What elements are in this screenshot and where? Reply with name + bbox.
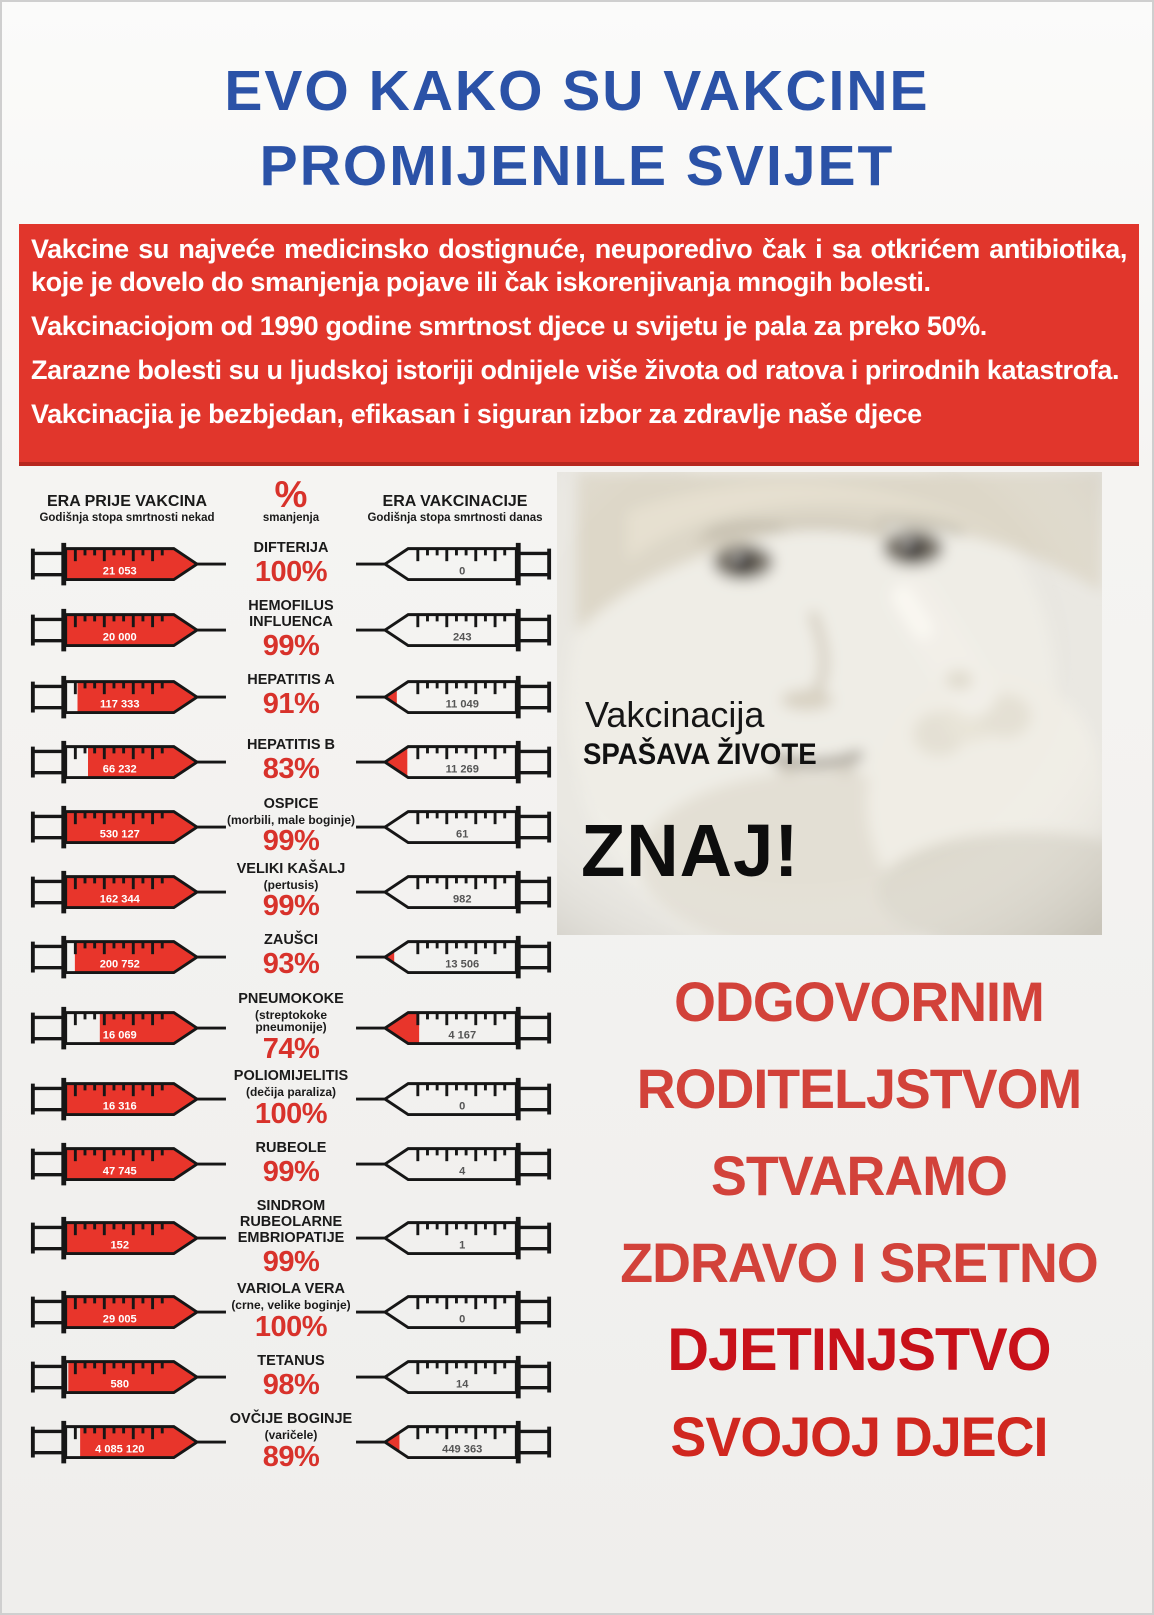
reduction-percent: 89% <box>262 1440 320 1473</box>
znaj-text: ZNAJ! <box>581 809 800 892</box>
syringe-before-icon <box>28 1351 226 1403</box>
syringe-before-icon <box>28 1138 226 1190</box>
disease-name: SINDROM RUBEOLARNE EMBRIOPATIJE <box>237 1198 345 1247</box>
disease-info <box>226 1282 356 1342</box>
before-count: 47 745 <box>102 1165 137 1178</box>
column-header-percent <box>226 474 356 525</box>
disease-row <box>28 732 544 792</box>
after-count: 0 <box>459 565 466 578</box>
photo-caption-line2: SPAŠAVA ŽIVOTE <box>583 738 817 771</box>
reduction-percent: 99% <box>262 1245 320 1278</box>
reduction-percent: 99% <box>262 1155 320 1188</box>
disease-row <box>28 1134 544 1194</box>
disease-info <box>226 541 356 587</box>
syringe-before-icon <box>28 1286 226 1338</box>
slogan-line-1: ODGOVORNIM <box>674 970 1044 1033</box>
after-count: 11 269 <box>445 763 479 776</box>
syringe-after-icon <box>356 866 554 918</box>
reduction-percent: 91% <box>262 688 320 721</box>
reduction-percent: 74% <box>262 1032 320 1065</box>
disease-row <box>28 667 544 727</box>
intro-banner <box>19 224 1139 466</box>
disease-info <box>226 797 356 857</box>
column-header-after-subtitle: Godišnja stopa smrtnosti danas <box>367 512 543 525</box>
syringe-after-icon <box>356 866 554 918</box>
after-count: 0 <box>459 1100 466 1113</box>
after-count: 982 <box>452 893 472 906</box>
disease-subtitle: (streptokoke pneumonije) <box>254 1007 328 1035</box>
disease-subtitle: (morbili, male boginje) <box>227 812 356 827</box>
column-header-after-title: ERA VAKCINACIJE <box>382 493 528 511</box>
infographic-headers <box>28 474 544 525</box>
syringe-after-icon <box>356 1073 554 1125</box>
disease-subtitle: (varičele) <box>264 1428 318 1443</box>
disease-info <box>226 1412 356 1472</box>
syringe-before-icon <box>28 1212 226 1264</box>
syringe-before-icon <box>28 931 226 983</box>
syringe-after-icon <box>356 801 554 853</box>
before-count: 4 085 120 <box>95 1444 145 1457</box>
after-count: 4 167 <box>448 1029 477 1042</box>
syringe-before-icon <box>28 866 226 918</box>
before-count: 580 <box>110 1379 130 1392</box>
syringe-before-icon <box>28 866 226 918</box>
disease-name: HEPATITIS A <box>247 672 335 689</box>
column-header-before-title: ERA PRIJE VAKCINA <box>46 493 208 511</box>
syringe-after-icon <box>356 1138 554 1190</box>
disease-info <box>226 1199 356 1277</box>
slogan-line-2: RODITELJSTVOM <box>636 1057 1082 1120</box>
before-count: 16 069 <box>102 1029 137 1042</box>
reduction-percent: 99% <box>262 630 320 663</box>
after-count: 11 049 <box>445 698 479 711</box>
after-count: 14 <box>456 1379 469 1392</box>
disease-info <box>226 1354 356 1400</box>
syringe-after-icon <box>356 1212 554 1264</box>
disease-row <box>28 534 544 594</box>
disease-subtitle: (crne, velike boginje) <box>231 1298 351 1313</box>
after-count: 449 363 <box>442 1444 483 1457</box>
syringe-after-icon <box>356 538 554 590</box>
syringe-before-icon <box>28 1002 226 1054</box>
before-count: 29 005 <box>102 1314 137 1327</box>
before-count: 530 127 <box>99 828 140 841</box>
before-count: 200 752 <box>99 958 140 971</box>
syringe-after-icon <box>356 931 554 983</box>
child-photo <box>557 472 1102 935</box>
syringe-before-icon <box>28 801 226 853</box>
syringe-before-icon <box>28 604 226 656</box>
disease-subtitle: (pertusis) <box>263 877 319 892</box>
syringe-after-icon <box>356 604 554 656</box>
reduction-percent: 93% <box>262 948 320 981</box>
photo-caption-line1: Vakcinacija <box>585 694 765 735</box>
reduction-percent: 99% <box>262 825 320 858</box>
slogan-line-3: STVARAMO <box>711 1144 1007 1207</box>
disease-info <box>226 933 356 979</box>
slogan-line-4: ZDRAVO I SRETNO <box>620 1231 1098 1294</box>
banner-paragraph-4: Vakcinacjia je bezbjedan, efikasan i siguran izbor za zdravlje naše djece <box>31 398 922 429</box>
syringe-before-icon <box>28 1416 226 1468</box>
syringe-after-icon <box>356 931 554 983</box>
disease-name: OSPICE <box>263 795 319 812</box>
after-count: 0 <box>459 1314 466 1327</box>
syringe-before-icon <box>28 801 226 853</box>
disease-row <box>28 599 544 661</box>
after-count: 1 <box>459 1239 466 1252</box>
syringe-before-icon <box>28 1416 226 1468</box>
syringe-before-icon <box>28 1286 226 1338</box>
disease-rows <box>28 534 544 1472</box>
syringe-after-icon <box>356 736 554 788</box>
disease-info <box>226 738 356 784</box>
disease-name: OVČIJE BOGINJE <box>229 1411 353 1428</box>
syringe-after-icon <box>356 1416 554 1468</box>
disease-subtitle: (dečija paraliza) <box>245 1085 337 1100</box>
reduction-percent: 98% <box>262 1369 320 1402</box>
slogan <box>585 958 1133 1480</box>
disease-info <box>226 1141 356 1187</box>
syringe-after-icon <box>356 1002 554 1054</box>
syringe-before-icon <box>28 1073 226 1125</box>
syringe-after-icon <box>356 1002 554 1054</box>
syringe-before-icon <box>28 931 226 983</box>
disease-row <box>28 1069 544 1129</box>
reduction-percent: 99% <box>262 890 320 923</box>
disease-row <box>28 1282 544 1342</box>
percent-symbol: % <box>274 474 308 515</box>
syringe-after-icon <box>356 1286 554 1338</box>
syringe-after-icon <box>356 1351 554 1403</box>
column-header-before <box>28 493 226 524</box>
syringe-after-icon <box>356 1416 554 1468</box>
syringe-before-icon <box>28 538 226 590</box>
disease-info <box>226 1069 356 1129</box>
disease-row <box>28 927 544 987</box>
syringe-after-icon <box>356 604 554 656</box>
disease-info <box>226 862 356 922</box>
disease-info <box>226 673 356 719</box>
syringe-before-icon <box>28 1212 226 1264</box>
syringe-after-icon <box>356 671 554 723</box>
disease-name: TETANUS <box>257 1353 325 1370</box>
syringe-after-icon <box>356 1138 554 1190</box>
disease-row <box>28 1199 544 1277</box>
syringe-after-icon <box>356 538 554 590</box>
banner-paragraph-1: Vakcine su najveće medicinsko dostignuće, neuporedivo čak i sa otkrićem antibiotika, koje je dovelo do smanjenja pojave ili čak iskorenjivanja mnogih bolesti. <box>31 234 1127 297</box>
before-count: 117 333 <box>100 698 140 711</box>
syringe-after-icon <box>356 736 554 788</box>
disease-name: RUBEOLE <box>255 1139 327 1156</box>
reduction-percent: 83% <box>262 753 320 786</box>
syringe-before-icon <box>28 1073 226 1125</box>
syringe-before-icon <box>28 1138 226 1190</box>
after-count: 4 <box>459 1165 466 1178</box>
syringe-after-icon <box>356 1212 554 1264</box>
disease-name: VARIOLA VERA <box>237 1281 345 1298</box>
disease-name: VELIKI KAŠALJ <box>236 860 346 877</box>
disease-name: POLIOMIJELITIS <box>233 1068 349 1085</box>
column-header-percent-subtitle: smanjenja <box>262 512 320 525</box>
syringe-before-icon <box>28 1002 226 1054</box>
disease-info <box>226 992 356 1065</box>
infographic <box>28 474 544 1477</box>
after-count: 61 <box>456 828 469 841</box>
syringe-before-icon <box>28 671 226 723</box>
after-count: 13 506 <box>445 958 480 971</box>
disease-name: ZAUŠCI <box>264 932 318 949</box>
syringe-after-icon <box>356 1286 554 1338</box>
disease-name: PNEUMOKOKE <box>238 990 344 1007</box>
reduction-percent: 100% <box>254 1310 328 1343</box>
disease-row <box>28 797 544 857</box>
banner-paragraph-3: Zarazne bolesti su u ljudskoj istoriji odnijele više života od ratova i prirodnih katastrofa. <box>31 354 1120 385</box>
before-count: 16 316 <box>102 1100 137 1113</box>
column-header-after <box>356 493 554 524</box>
disease-row <box>28 1347 544 1407</box>
disease-row <box>28 862 544 922</box>
disease-name: HEPATITIS B <box>246 737 336 754</box>
syringe-before-icon <box>28 1351 226 1403</box>
reduction-percent: 100% <box>254 556 328 589</box>
disease-name: DIFTERIJA <box>253 540 329 557</box>
disease-row <box>28 1412 544 1472</box>
syringe-after-icon <box>356 1073 554 1125</box>
before-count: 152 <box>110 1239 130 1252</box>
before-count: 20 000 <box>102 632 137 645</box>
before-count: 162 344 <box>99 893 140 906</box>
syringe-after-icon <box>356 671 554 723</box>
after-count: 243 <box>452 632 472 645</box>
slogan-line-5: DJETINJSTVO <box>667 1316 1051 1383</box>
disease-row <box>28 992 544 1065</box>
reduction-percent: 100% <box>254 1097 328 1130</box>
syringe-before-icon <box>28 736 226 788</box>
before-count: 66 232 <box>102 763 137 776</box>
syringe-before-icon <box>28 604 226 656</box>
banner-paragraph-2: Vakcinaciojom od 1990 godine smrtnost djece u svijetu je pala za preko 50%. <box>31 310 987 341</box>
disease-info <box>226 599 356 661</box>
poster-title <box>2 54 1152 204</box>
syringe-before-icon <box>28 538 226 590</box>
poster-title-line1: EVO KAKO SU VAKCINE <box>224 59 930 123</box>
disease-name: HEMOFILUS INFLUENCA <box>248 598 334 631</box>
syringe-after-icon <box>356 801 554 853</box>
syringe-after-icon <box>356 1351 554 1403</box>
column-header-before-subtitle: Godišnja stopa smrtnosti nekad <box>39 512 215 525</box>
before-count: 21 053 <box>102 565 137 578</box>
poster-title-line2: PROMIJENILE SVIJET <box>259 134 895 199</box>
syringe-before-icon <box>28 671 226 723</box>
syringe-before-icon <box>28 736 226 788</box>
slogan-line-6: SVOJOJ DJECI <box>670 1405 1048 1468</box>
